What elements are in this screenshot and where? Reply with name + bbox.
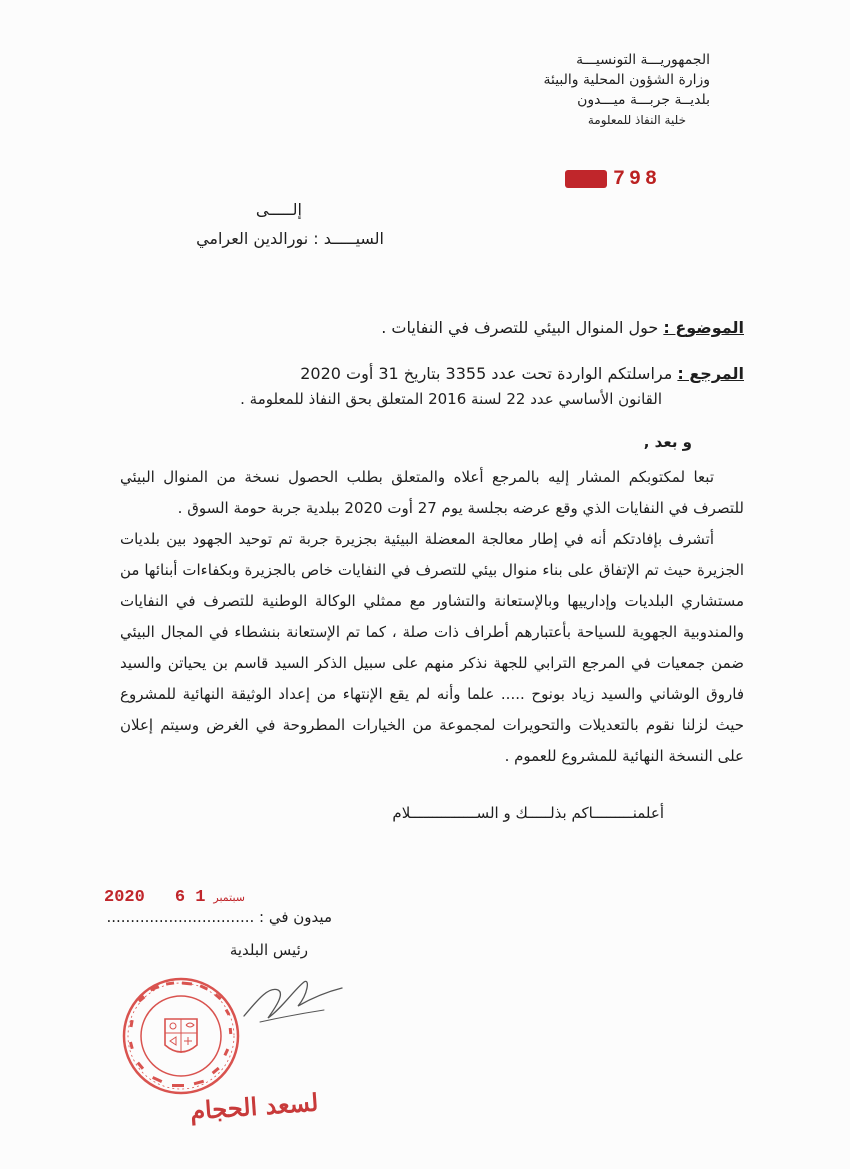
letterhead-municipality: بلديــة جربـــة ميـــدون bbox=[577, 92, 710, 108]
greeting: و بعد , bbox=[643, 433, 692, 451]
letterhead-republic: الجمهوريـــة التونسيـــة bbox=[576, 52, 710, 68]
date-year: 2020 bbox=[104, 888, 145, 907]
subject-label: الموضوع : bbox=[663, 318, 744, 337]
date-day: 1 6 bbox=[174, 888, 206, 907]
letterhead bbox=[390, 50, 710, 130]
letter-body bbox=[120, 462, 744, 772]
letterhead-cell: خلية النفاذ للمعلومة bbox=[587, 113, 686, 127]
official-seal-icon bbox=[120, 975, 242, 1097]
body-paragraph-2: أتشرف بإفادتكم أنه في إطار معالجة المعضلة البيئية بجزيرة جربة تم توحيد الجهود بين بلديات الجزيرة حيث تم الإتفاق على بناء منوال بيئي للتصرف في النفايات خاص بالجزيرة وبكفاءات أبنائها من مستشاري البلديات وإدارييها وبالإستعانة والتشاور مع ممثلي الوكالة الوطنية للتصرف في النفايات والمندوبية الجهوية للسياحة بأعتبارهم أطراف ذات صلة ، كما تم الإستعانة بنشطاء في المجال البيئي ضمن جمعيات في المرجع الترابي للجهة نذكر منهم على سبيل الذكر السيد قاسم بن يحياتن والسيد فاروق الوشاني والسيد زياد بونوح ..... علما وأنه لم يقع الإنتهاء من إعداد الوثيقة النهائية للمشروع حيث لزلنا نقوم بالتعديلات والتحويرات لمجموعة من الخيارات المطروحة في الغرض وسيتم إعلان على النسخة النهائية للمشروع للعموم . bbox=[120, 530, 744, 765]
reference-line bbox=[300, 364, 744, 383]
reference-text-2: القانون الأساسي عدد 22 لسنة 2016 المتعلق بحق النفاذ للمعلومة . bbox=[240, 390, 662, 408]
date-stamp bbox=[104, 888, 253, 907]
ink-blot bbox=[565, 170, 607, 188]
subject-line bbox=[381, 318, 744, 337]
reference-text-1: مراسلتكم الواردة تحت عدد 3355 بتاريخ 31 أوت 2020 bbox=[300, 364, 678, 383]
signer-name: لسعد الحجام bbox=[189, 1087, 320, 1126]
body-paragraph-1: تبعا لمكتوبكم المشار إليه بالمرجع أعلاه والمتعلق بطلب الحصول نسخة من المنوال البيئي للتصرف في النفايات الذي وقع عرضه بجلسة يوم 27 أوت 2020 ببلدية جربة حومة السوق . bbox=[120, 468, 744, 517]
place-date-line: ميدون في : ............................... bbox=[106, 908, 332, 926]
reference-number-stamp bbox=[565, 168, 661, 191]
to-label: إلـــــى bbox=[255, 200, 302, 219]
reference-label: المرجع : bbox=[677, 364, 744, 383]
signature-icon bbox=[238, 972, 348, 1034]
addressee: السيـــــد : نورالدين العرامي bbox=[196, 229, 384, 248]
letterhead-ministry: وزارة الشؤون المحلية والبيئة bbox=[543, 72, 710, 88]
subject-text: حول المنوال البيئي للتصرف في النفايات . bbox=[381, 318, 664, 337]
reference-number: 798 bbox=[613, 168, 662, 191]
date-month: سبتمبر bbox=[213, 891, 246, 904]
mayor-title: رئيس البلدية bbox=[229, 941, 308, 959]
closing-line: أعلمنـــــــــاكم بذلـــــك و الســـــــــــــــلام bbox=[392, 804, 664, 822]
